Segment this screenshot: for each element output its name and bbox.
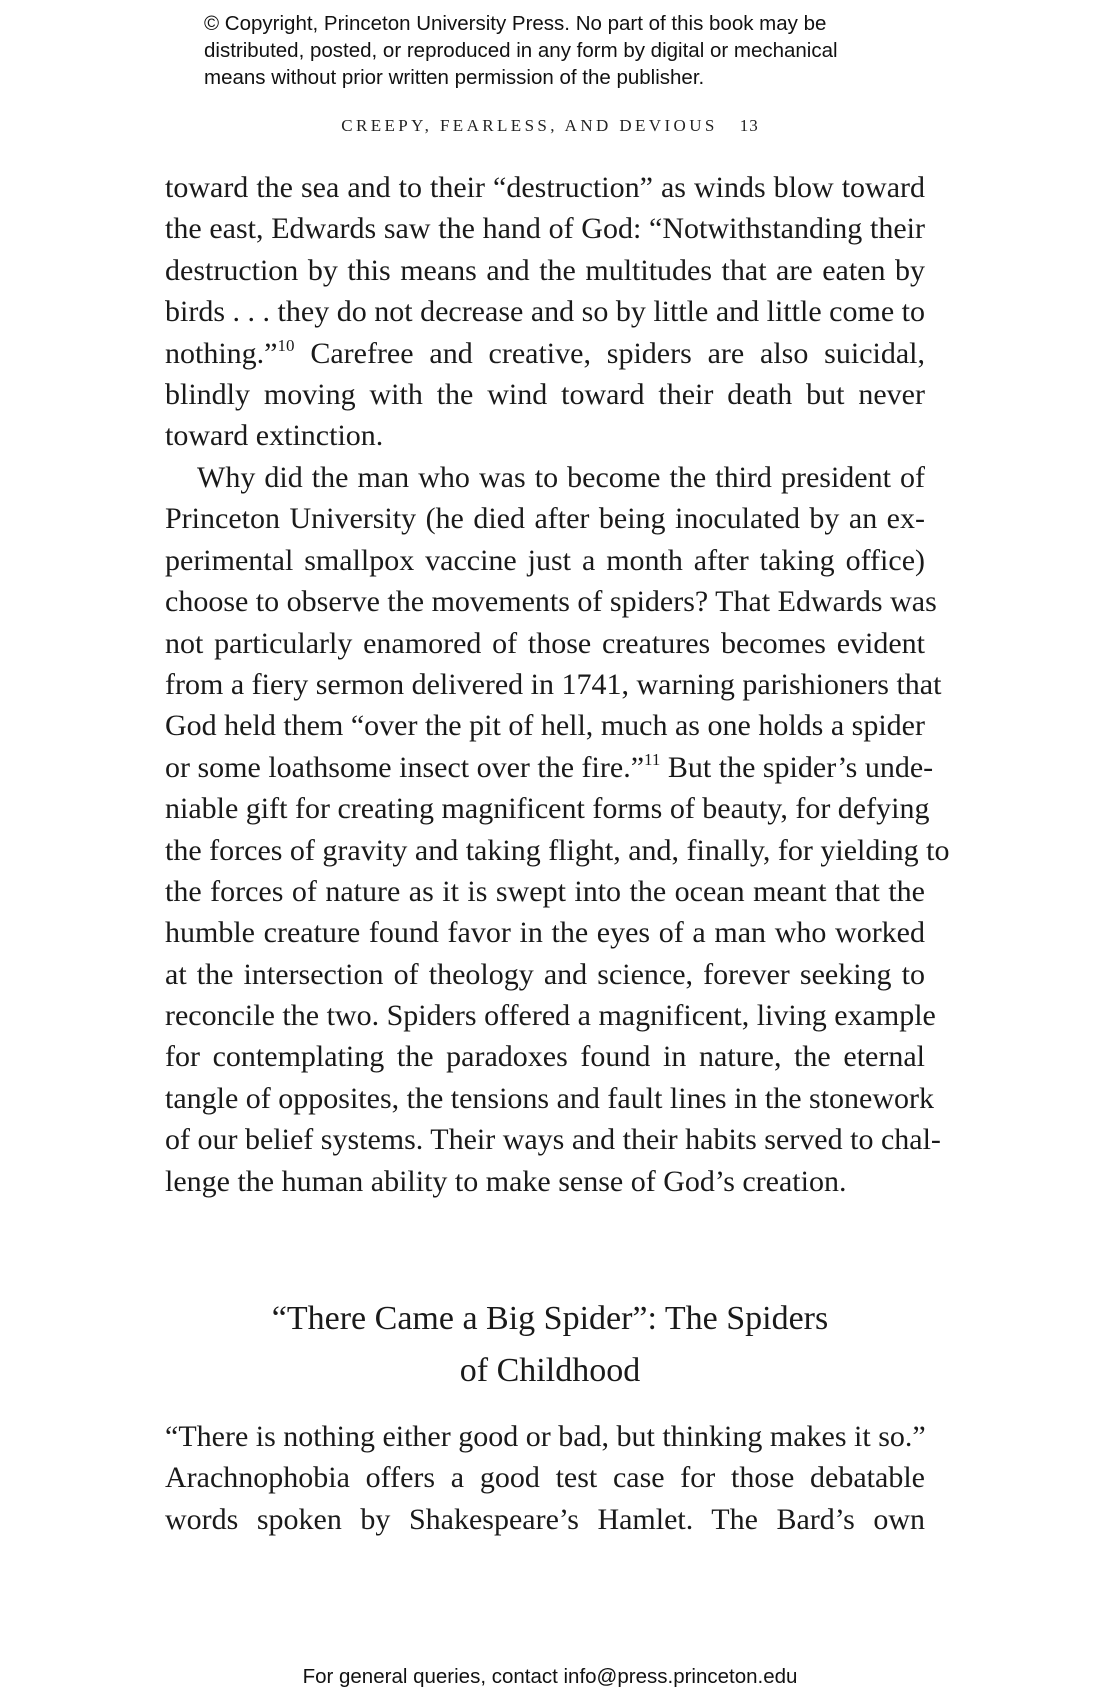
text-line: Arachnophobia offers a good test case for those debatable [165, 1461, 925, 1495]
copyright-line: distributed, posted, or reproduced in any form by digital or mechanical [204, 39, 838, 62]
text-line: perimental smallpox vaccine just a month after taking office) [165, 543, 925, 577]
text-line: reconcile the two. Spiders offered a magnificent, living example [165, 999, 936, 1033]
text-line: humble creature found favor in the eyes of a man who worked [165, 916, 925, 950]
text-fragment: nothing.” [165, 336, 278, 370]
paragraph-1 [165, 167, 925, 457]
text-line: not particularly enamored of those creatures becomes evident [165, 626, 925, 660]
text-line [165, 333, 925, 374]
text-line: tangle of opposites, the tensions and fault lines in the stonework [165, 1081, 935, 1115]
text-line: for contemplating the paradoxes found in nature, the eternal [165, 1040, 925, 1074]
text-line: God held them “over the pit of hell, much as one holds a spider [165, 709, 925, 743]
text-fragment: But the spider’s unde- [660, 750, 934, 784]
text-line: toward the sea and to their “destruction” as winds blow toward [165, 171, 925, 204]
text-fragment: Carefree and creative, spiders are also suicidal, [294, 336, 925, 370]
heading-line: “There Came a Big Spider”: The Spiders [271, 1300, 829, 1337]
paragraph-2 [165, 457, 950, 1202]
text-line: toward extinction. [165, 419, 384, 453]
text-line: Why did the man who was to become the third president of [197, 461, 925, 494]
text-line: destruction by this means and the multitudes that are eaten by [165, 253, 925, 287]
footnote-marker: 10 [277, 335, 295, 355]
text-fragment: or some loathsome insect over the fire.” [165, 750, 645, 784]
text-line: at the intersection of theology and science, forever seeking to [165, 957, 925, 991]
copyright-line: © Copyright, Princeton University Press. No part of this book may be [204, 12, 827, 35]
text-line: Princeton University (he died after being inoculated by an ex- [165, 502, 925, 536]
heading-line: of Childhood [459, 1352, 641, 1389]
running-head-title: CREEPY, FEARLESS, AND DEVIOUS [341, 116, 718, 135]
section-heading [0, 1293, 1100, 1397]
footnote-marker: 11 [644, 749, 661, 769]
text-line: birds . . . they do not decrease and so by little and little come to [165, 295, 925, 329]
paragraph-3 [165, 1416, 925, 1540]
copyright-notice [204, 10, 924, 91]
text-line: the forces of gravity and taking flight, and, finally, for yielding to [165, 833, 950, 867]
text-line: lenge the human ability to make sense of God’s creation. [165, 1164, 847, 1198]
text-line [165, 747, 934, 788]
text-line: niable gift for creating magnificent forms of beauty, for defying [165, 792, 930, 826]
text-line: from a fiery sermon delivered in 1741, warning parishioners that [165, 667, 942, 701]
copyright-line: means without prior written permission of the publisher. [204, 66, 705, 89]
page-number: 13 [739, 116, 759, 135]
running-head [0, 116, 1100, 136]
text-line: choose to observe the movements of spiders? That Edwards was [165, 585, 937, 619]
text-line: the east, Edwards saw the hand of God: “Notwithstanding their [165, 212, 925, 246]
text-line: “There is nothing either good or bad, but thinking makes it so.” [165, 1420, 926, 1453]
text-line: of our belief systems. Their ways and their habits served to chal- [165, 1123, 941, 1157]
text-line: words spoken by Shakespeare’s Hamlet. The Bard’s own [165, 1502, 925, 1536]
text-line: the forces of nature as it is swept into the ocean meant that the [165, 874, 925, 908]
footer-contact: For general queries, contact info@press.princeton.edu [302, 1665, 798, 1688]
text-line: blindly moving with the wind toward their death but never [165, 377, 925, 411]
